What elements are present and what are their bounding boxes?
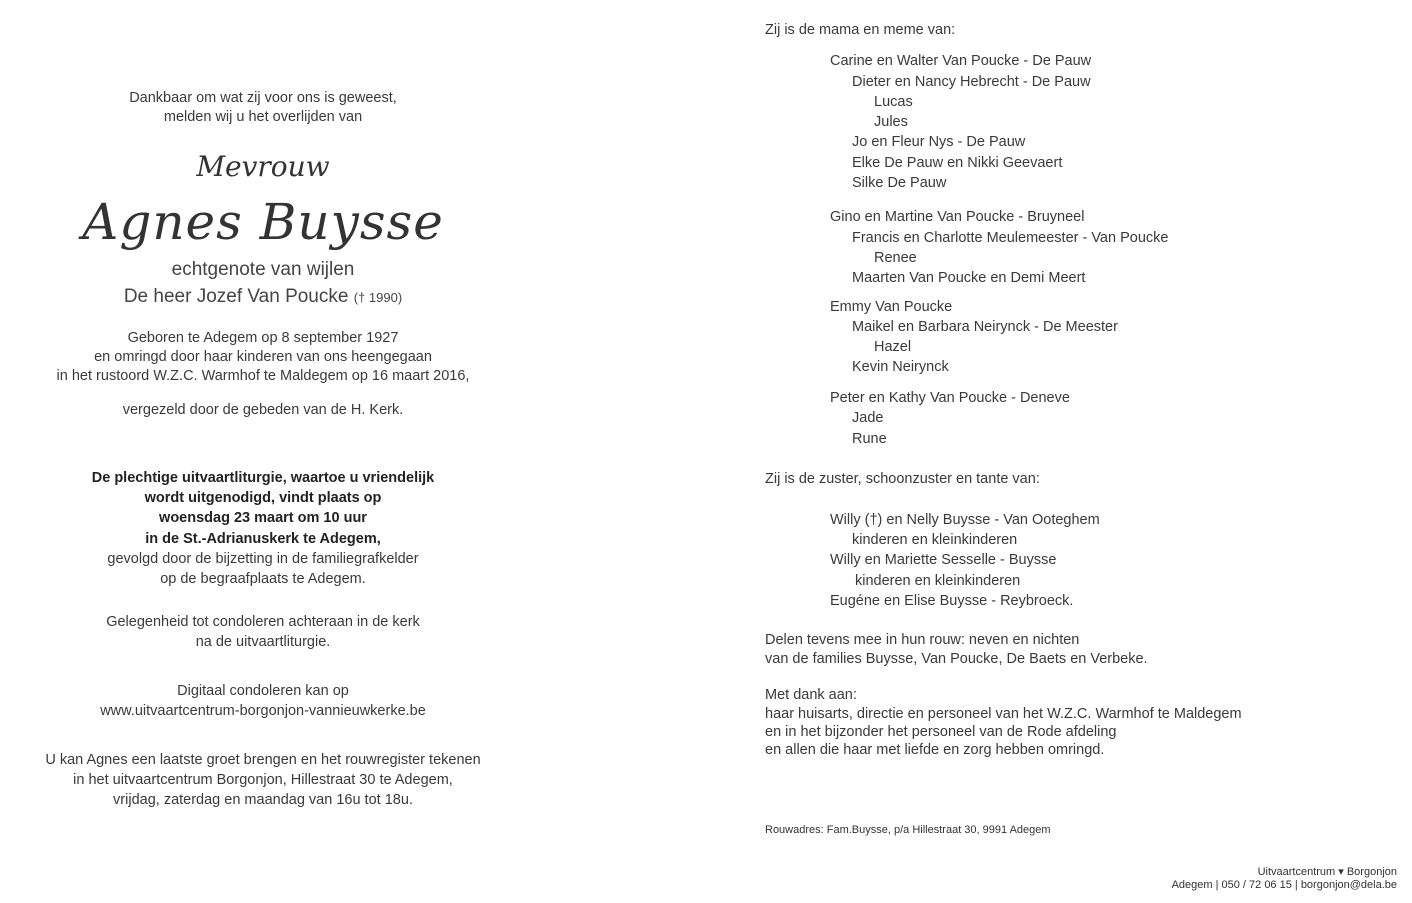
birth-line: in het rustoord W.Z.C. Warmhof te Maldegem op 16 maart 2016, <box>56 368 470 384</box>
family-member: Francis en Charlotte Meulemeester - Van Poucke <box>852 230 1169 246</box>
digital-condolence <box>0 681 526 721</box>
family-member: Hazel <box>874 339 912 355</box>
family-member: Maarten Van Poucke en Demi Meert <box>852 270 1086 286</box>
funeral-info <box>0 468 526 589</box>
sibling: Willy en Mariette Sesselle - Buysse <box>830 552 1057 568</box>
sibling: kinderen en kleinkinderen <box>852 532 1018 548</box>
mourning-address: Rouwadres: Fam.Buysse, p/a Hillestraat 30, 9991 Adegem <box>765 824 1051 836</box>
family-member: Jo en Fleur Nys - De Pauw <box>852 134 1026 150</box>
digital-line: Digitaal condoleren kan op <box>177 683 349 699</box>
spouse-years: († 1990) <box>353 290 403 305</box>
family-member: Carine en Walter Van Poucke - De Pauw <box>830 53 1092 69</box>
visit-line: in het uitvaartcentrum Borgonjon, Hillestraat 30 te Adegem, <box>73 772 453 788</box>
share-line: Delen tevens mee in hun rouw: neven en nichten <box>765 632 1080 648</box>
website-link[interactable]: www.uitvaartcentrum-borgonjon-vannieuwkerke.be <box>100 703 426 719</box>
family-member: Renee <box>874 250 917 266</box>
funeral-line: op de begraafplaats te Adegem. <box>160 571 366 588</box>
family-member: Peter en Kathy Van Poucke - Deneve <box>830 390 1070 406</box>
family-member: Rune <box>852 431 887 447</box>
funeral-line: wordt uitgenodigd, vindt plaats op <box>144 490 382 507</box>
family-member: Kevin Neirynck <box>852 359 949 375</box>
visit-info <box>0 750 526 810</box>
sibling: Willy (†) en Nelly Buysse - Van Ooteghem <box>830 512 1100 528</box>
siblings-heading: Zij is de zuster, schoonzuster en tante van: <box>765 471 1040 487</box>
thanks-line: haar huisarts, directie en personeel van het W.Z.C. Warmhof te Maldegem <box>765 706 1242 722</box>
family-member: Elke De Pauw en Nikki Geevaert <box>852 155 1063 171</box>
condolence-line: Gelegenheid tot condoleren achteraan in de kerk <box>106 614 420 630</box>
funeral-line: in de St.-Adrianuskerk te Adegem, <box>145 530 381 547</box>
family-member: Dieter en Nancy Hebrecht - De Pauw <box>852 74 1091 90</box>
sibling: Eugéne en Elise Buysse - Reybroeck. <box>830 593 1074 609</box>
thanks-line: en in het bijzonder het personeel van de Rode afdeling <box>765 724 1117 740</box>
family-member: Maikel en Barbara Neirynck - De Meester <box>852 319 1118 335</box>
visit-line: U kan Agnes een laatste groet brengen en het rouwregister tekenen <box>45 752 481 768</box>
funeral-home-name: Uitvaartcentrum ▾ Borgonjon <box>1257 866 1397 878</box>
condolence-info <box>0 612 526 652</box>
intro-text <box>0 89 526 127</box>
family-member: Jade <box>852 410 884 426</box>
family-heading: Zij is de mama en meme van: <box>765 22 956 38</box>
funeral-line: De plechtige uitvaartliturgie, waartoe u vriendelijk <box>91 470 435 486</box>
spouse-name: De heer Jozef Van Poucke <box>123 286 349 307</box>
intro-line: melden wij u het overlijden van <box>163 109 363 125</box>
family-member: Emmy Van Poucke <box>830 299 953 315</box>
spouse-line: echtgenote van wijlen <box>171 259 355 280</box>
birth-info <box>0 329 526 386</box>
thanks-heading: Met dank aan: <box>765 687 857 703</box>
intro-line: Dankbaar om wat zij voor ons is geweest, <box>129 90 397 106</box>
thanks-line: en allen die haar met liefde en zorg hebben omringd. <box>765 742 1105 758</box>
family-member: Gino en Martine Van Poucke - Bruyneel <box>830 209 1085 225</box>
salutation: Mevrouw <box>196 150 330 183</box>
birth-line: Geboren te Adegem op 8 september 1927 <box>127 330 399 346</box>
visit-line: vrijdag, zaterdag en maandag van 16u tot 18u. <box>113 792 413 808</box>
church-text: vergezeld door de gebeden van de H. Kerk. <box>122 402 404 418</box>
funeral-line: gevolgd door de bijzetting in de familiegrafkelder <box>107 550 419 567</box>
birth-line: en omringd door haar kinderen van ons heengegaan <box>94 349 432 365</box>
deceased-name: Agnes Buysse <box>82 193 444 251</box>
condolence-line: na de uitvaartliturgie. <box>195 634 331 650</box>
funeral-home-contact: Adegem | 050 / 72 06 15 | borgonjon@dela.be <box>1171 879 1397 891</box>
spouse-name-line <box>0 286 526 308</box>
family-member: Lucas <box>874 94 913 110</box>
funeral-line: woensdag 23 maart om 10 uur <box>159 510 367 527</box>
family-member: Jules <box>874 114 908 130</box>
sibling: kinderen en kleinkinderen <box>855 573 1021 589</box>
share-line: van de families Buysse, Van Poucke, De Baets en Verbeke. <box>765 651 1148 667</box>
church-line <box>0 401 526 420</box>
family-member: Silke De Pauw <box>852 175 947 191</box>
